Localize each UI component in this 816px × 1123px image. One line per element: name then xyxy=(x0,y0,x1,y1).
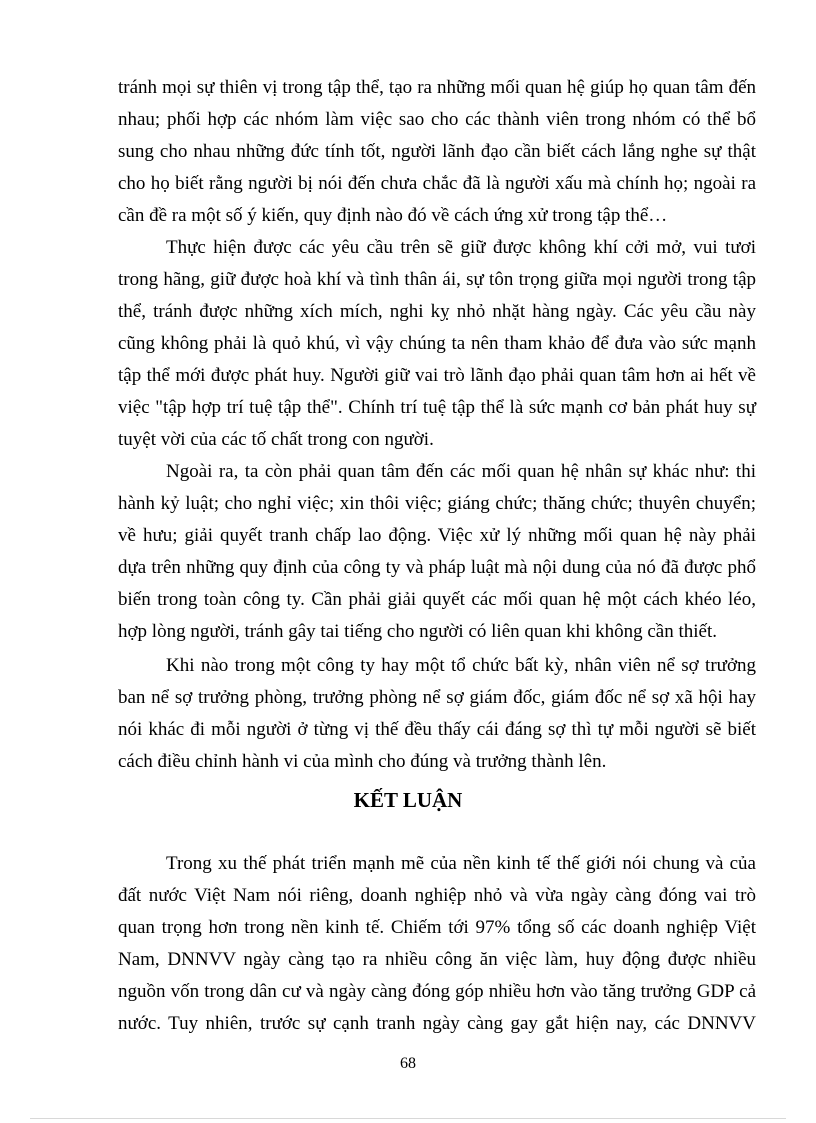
text-line: nguồn vốn trong dân cư và ngày càng đóng góp nhiều hơn vào tăng trưởng GDP cả xyxy=(118,981,756,1002)
text-line: hợp lòng người, tránh gây tai tiếng cho người có liên quan khi không cần thiết. xyxy=(118,621,717,642)
text-line: thể, tránh được những xích mích, nghi kỵ nhỏ nhặt hàng ngày. Các yêu cầu này xyxy=(118,301,756,322)
text-line: Trong xu thế phát triển mạnh mẽ của nền kinh tế thế giới nói chung và của xyxy=(166,853,756,874)
section-heading: KẾT LUẬN xyxy=(353,788,463,812)
text-line: nước. Tuy nhiên, trước sự cạnh tranh ngày càng gay gắt hiện nay, các DNNVV xyxy=(118,1013,756,1034)
text-line: tập thể mới được phát huy. Người giữ vai trò lãnh đạo phải quan tâm hơn ai hết về xyxy=(118,365,756,386)
text-line: cách điều chỉnh hành vi của mình cho đúng và trưởng thành lên. xyxy=(118,751,607,772)
text-line: ban nể sợ trưởng phòng, trưởng phòng nể sợ giám đốc, giám đốc nể sợ xã hội hay xyxy=(118,687,756,708)
text-line: đất nước Việt Nam nói riêng, doanh nghiệp nhỏ và vừa ngày càng đóng vai trò xyxy=(118,885,756,906)
text-line: quan trọng hơn trong nền kinh tế. Chiếm tới 97% tổng số các doanh nghiệp Việt xyxy=(118,917,756,938)
page-number: 68 xyxy=(400,1055,416,1072)
text-line: tránh mọi sự thiên vị trong tập thể, tạo ra những mối quan hệ giúp họ quan tâm đến xyxy=(118,77,756,98)
text-line: cho họ biết rằng người bị nói đến chưa chắc đã là người xấu mà chính họ; ngoài ra xyxy=(118,173,756,194)
text-line: nói khác đi mỗi người ở từng vị thế đều thấy cái đáng sợ thì tự mỗi người sẽ biết xyxy=(118,719,756,740)
text-line: Ngoài ra, ta còn phải quan tâm đến các mối quan hệ nhân sự khác như: thi xyxy=(166,461,756,482)
text-line: hành kỷ luật; cho nghỉ việc; xin thôi việc; giáng chức; thăng chức; thuyên chuyển; xyxy=(118,493,756,514)
text-line: biến trong toàn công ty. Cần phải giải quyết các mối quan hệ một cách khéo léo, xyxy=(118,589,756,610)
text-line: Nam, DNNVV ngày càng tạo ra nhiều công ăn việc làm, huy động được nhiều xyxy=(118,949,756,970)
text-line: Thực hiện được các yêu cầu trên sẽ giữ được không khí cởi mở, vui tươi xyxy=(166,237,756,258)
text-line: cũng không phải là quỏ khú, vì vậy chúng ta nên tham khảo để đưa vào sức mạnh xyxy=(118,333,756,354)
page-bottom-divider xyxy=(30,1118,786,1119)
text-line: trong hãng, giữ được hoà khí và tình thân ái, sự tôn trọng giữa mọi người trong tập xyxy=(118,269,756,290)
text-line: dựa trên những quy định của công ty và pháp luật mà nội dung của nó đã được phổ xyxy=(118,557,756,578)
text-line: sung cho nhau những đức tính tốt, người lãnh đạo cần biết cách lắng nghe sự thật xyxy=(118,141,756,162)
text-line: Khi nào trong một công ty hay một tổ chức bất kỳ, nhân viên nể sợ trưởng xyxy=(166,655,756,676)
text-line: tuyệt vời của các tố chất trong con người. xyxy=(118,429,434,450)
text-line: cần đề ra một số ý kiến, quy định nào đó về cách ứng xử trong tập thể… xyxy=(118,205,668,226)
text-line: việc "tập hợp trí tuệ tập thể". Chính trí tuệ tập thể là sức mạnh cơ bản phát huy sự xyxy=(118,397,756,418)
text-line: nhau; phối hợp các nhóm làm việc sao cho các thành viên trong nhóm có thể bổ xyxy=(118,109,756,130)
text-line: về hưu; giải quyết tranh chấp lao động. Việc xử lý những mối quan hệ này phải xyxy=(118,525,756,546)
